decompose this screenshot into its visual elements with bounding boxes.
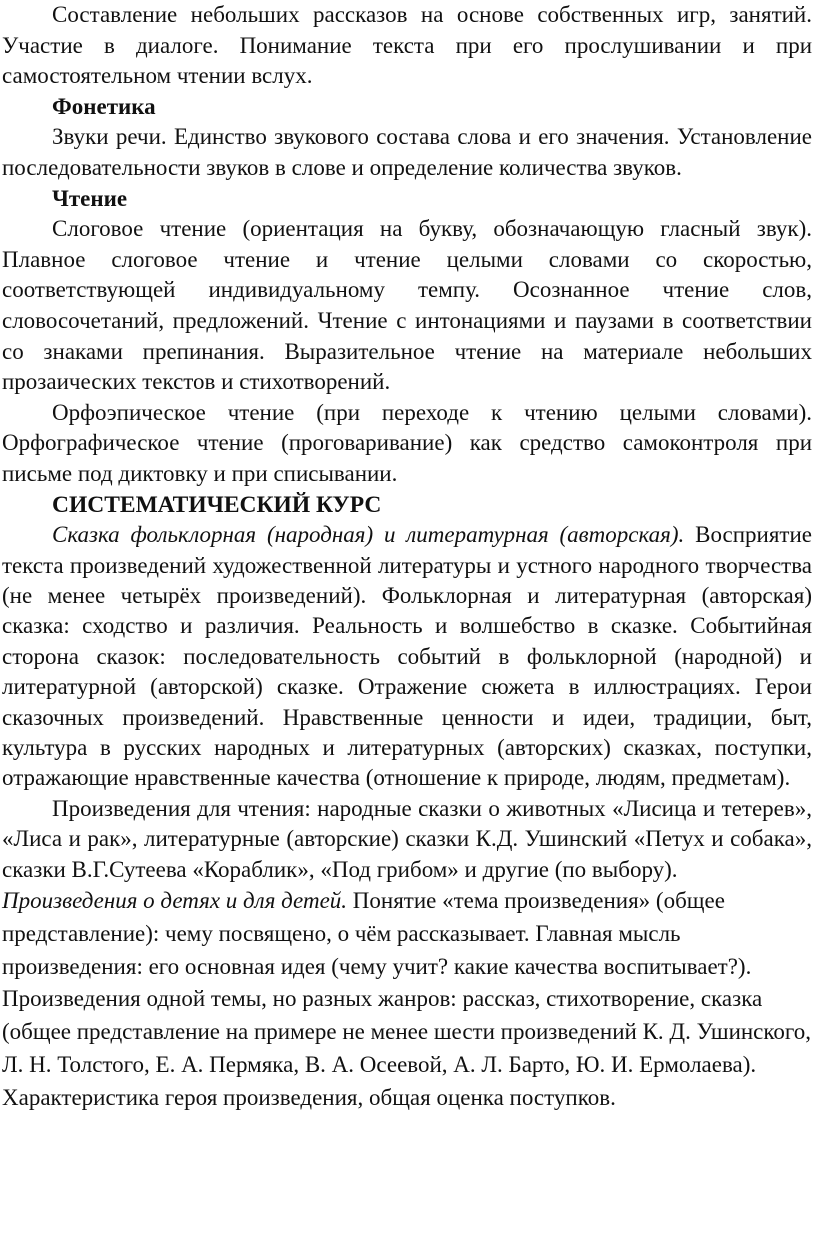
section-heading-phonetics: Фонетика bbox=[52, 93, 156, 119]
phonetics-paragraph: Звуки речи. Единство звукового состава слова и его значения. Установление последовательности звуков в слове и определение количества звуков. bbox=[2, 124, 812, 180]
children-works-paragraph bbox=[2, 885, 812, 1115]
section-heading-systematic-course: СИСТЕМАТИЧЕСКИЙ КУРС bbox=[52, 491, 382, 518]
fairy-tale-text: Восприятие текста произведений художественной литературы и устного народного творчества (не менее четырёх произведений). Фольклорная и литературная (авторская) сказка: сходство и различия. Реальность и волшебство в сказке. Событийная сторона сказок: последовательность событий в фольклорной (народной) и литературной (авторской) сказке. Отражение сюжета в иллюстрациях. Герои сказочных произведений. Нравственные ценности и идеи, традиции, быт, культура в русских народных и литературных (авторских) сказках, поступки, отражающие нравственные качества (отношение к природе, людям, предметам). bbox=[2, 522, 812, 791]
children-works-title: Произведения о детях и для детей. bbox=[2, 887, 348, 913]
intro-paragraph: Составление небольших рассказов на основе собственных игр, занятий. Участие в диалоге. Понимание текста при его прослушивании и при самостоятельном чтении вслух. bbox=[2, 2, 812, 89]
section-heading-reading: Чтение bbox=[52, 185, 128, 211]
reading-paragraph-2: Орфоэпическое чтение (при переходе к чтению целыми словами). Орфографическое чтение (проговаривание) как средство самоконтроля при письме под диктовку и при списывании. bbox=[2, 399, 812, 486]
fairy-tale-title: Сказка фольклорная (народная) и литературная (авторская). bbox=[52, 522, 685, 548]
works-for-reading-paragraph: Произведения для чтения: народные сказки о животных «Лисица и тетерев», «Лиса и рак», литературные (авторские) сказки К.Д. Ушинский «Петух и собака», сказки В.Г.Сутеева «Кораблик», «Под грибом» и другие (по выбору). bbox=[2, 795, 812, 882]
reading-paragraph-1: Слоговое чтение (ориентация на букву, обозначающую гласный звук). Плавное слоговое чтение и чтение целыми словами со скоростью, соответствующей индивидуальному темпу. Осознанное чтение слов, словосочетаний, предложений. Чтение с интонациями и паузами в соответствии со знаками препинания. Выразительное чтение на материале небольших прозаических текстов и стихотворений. bbox=[2, 216, 812, 395]
children-works-text: Понятие «тема произведения» (общее представление): чему посвящено, о чём рассказывает. Главная мысль произведения: его основная идея (чему учит? какие качества воспитывает?). Произведения одной темы, но разных жанров: рассказ, стихотворение, сказка (общее представление на примере не менее шести произведений К. Д. Ушинского, Л. Н. Толстого, Е. А. Пермяка, В. А. Осеевой, А. Л. Барто, Ю. И. Ермолаева). Характеристика героя произведения, общая оценка поступков. bbox=[2, 887, 812, 1110]
fairy-tale-paragraph bbox=[2, 520, 812, 794]
